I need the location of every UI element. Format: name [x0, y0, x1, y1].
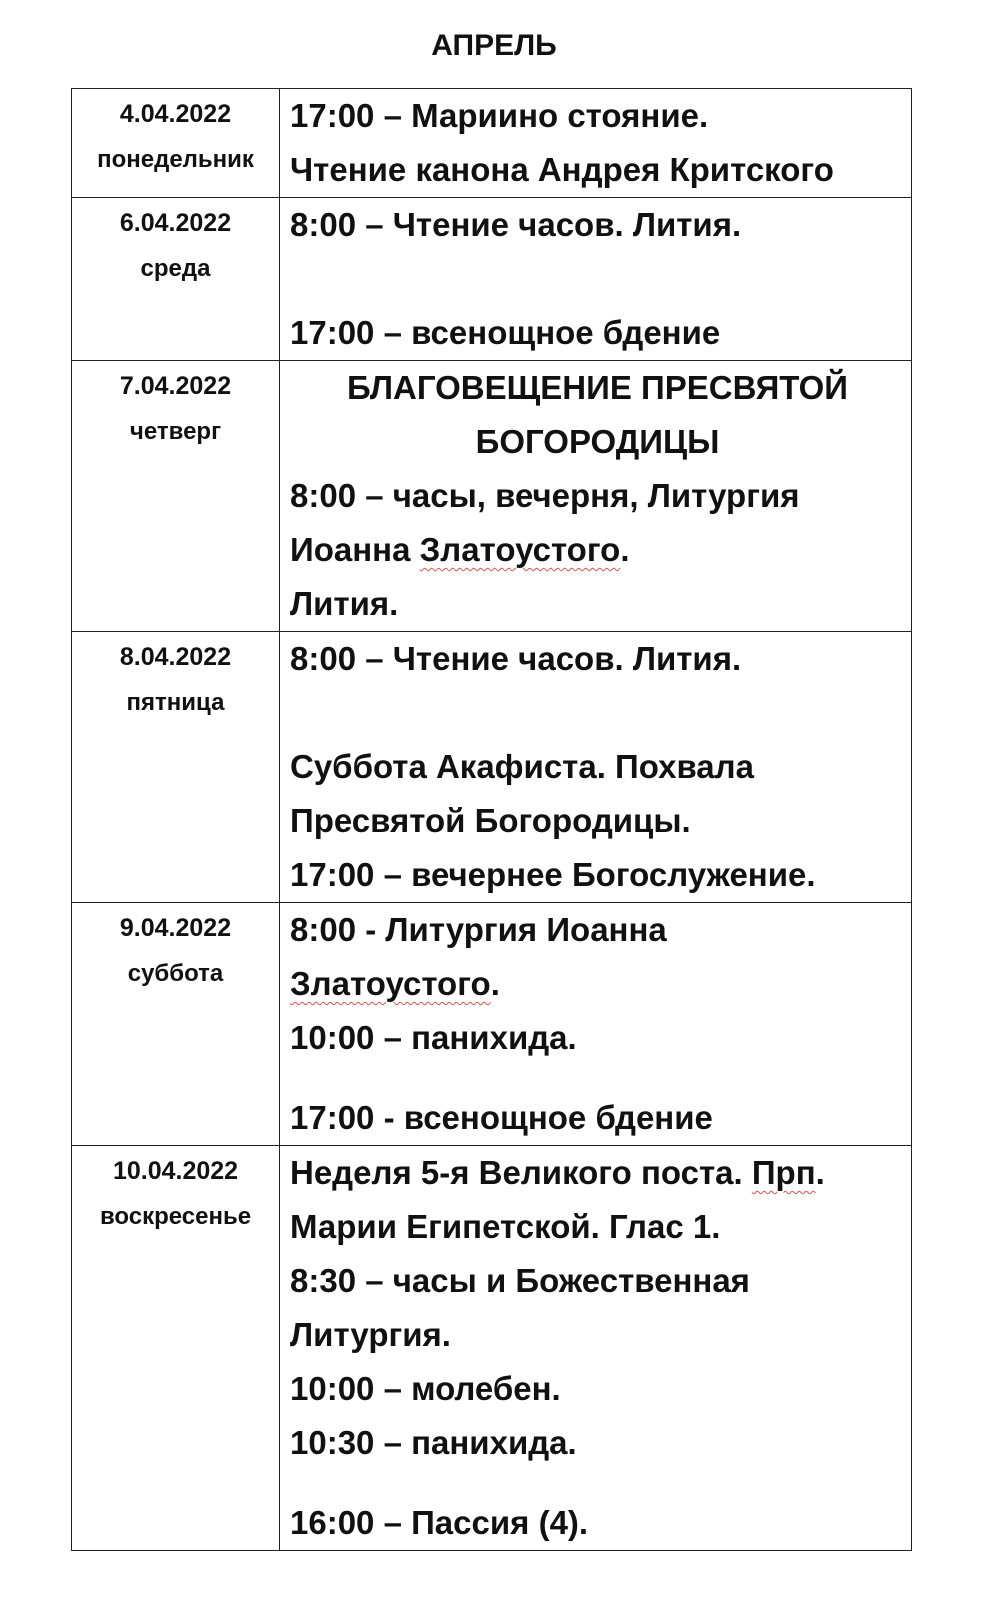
event-text: .	[620, 531, 630, 568]
event-line: 17:00 - всенощное бдение	[290, 1099, 713, 1136]
event-line: 8:00 – Чтение часов. Лития.	[290, 206, 742, 243]
weekday: среда	[140, 255, 211, 282]
date-cell	[72, 903, 280, 1146]
date-cell	[72, 89, 280, 198]
event-line	[290, 1146, 905, 1200]
weekday: четверг	[129, 418, 222, 445]
table-row	[72, 198, 912, 361]
event-line: 17:00 – всенощное бдение	[290, 314, 721, 351]
date-cell	[72, 632, 280, 903]
table-row	[72, 361, 912, 632]
event-line: Чтение канона Андрея Критского	[290, 151, 834, 188]
date: 6.04.2022	[119, 209, 232, 237]
event-text: .	[490, 965, 500, 1002]
event-line: Марии Египетской. Глас 1.	[290, 1208, 721, 1245]
blank-line	[290, 686, 905, 740]
weekday: суббота	[127, 960, 224, 987]
table-row	[72, 89, 912, 198]
event-line: 10:00 – молебен.	[290, 1370, 561, 1407]
blank-line	[290, 1470, 905, 1496]
spellcheck-word: Златоустого	[419, 531, 621, 568]
event-line: 8:00 - Литургия Иоанна	[290, 911, 667, 948]
events-cell	[280, 632, 912, 903]
weekday: воскресенье	[99, 1203, 252, 1230]
event-line: Суббота Акафиста. Похвала	[290, 748, 754, 785]
date: 4.04.2022	[119, 100, 232, 128]
event-line	[290, 957, 905, 1011]
date: 10.04.2022	[112, 1157, 239, 1185]
blank-line	[290, 1065, 905, 1091]
spellcheck-word: Прп	[751, 1154, 816, 1191]
date: 8.04.2022	[119, 643, 232, 671]
event-line: Лития.	[290, 585, 399, 622]
event-line: 17:00 – вечернее Богослужение.	[290, 856, 816, 893]
weekday: пятница	[126, 689, 225, 716]
feast-heading: БЛАГОВЕЩЕНИЕ ПРЕСВЯТОЙ	[346, 369, 849, 406]
event-line: 8:00 – Чтение часов. Лития.	[290, 640, 742, 677]
spellcheck-word: Златоустого	[290, 965, 491, 1002]
event-text: .	[815, 1154, 825, 1191]
event-line: 8:30 – часы и Божественная	[290, 1262, 750, 1299]
event-line	[290, 523, 905, 577]
table-row	[72, 632, 912, 903]
event-line: 10:30 – панихида.	[290, 1424, 577, 1461]
feast-heading: БОГОРОДИЦЫ	[475, 423, 720, 460]
events-cell	[280, 89, 912, 198]
schedule-table	[71, 88, 912, 1551]
date-cell	[72, 198, 280, 361]
event-line: Литургия.	[290, 1316, 451, 1353]
table-row	[72, 1146, 912, 1551]
events-cell	[280, 198, 912, 361]
date-cell	[72, 1146, 280, 1551]
event-line: 8:00 – часы, вечерня, Литургия	[290, 477, 800, 514]
events-cell	[280, 1146, 912, 1551]
table-row	[72, 903, 912, 1146]
event-line: 10:00 – панихида.	[290, 1019, 577, 1056]
date-cell	[72, 361, 280, 632]
date: 7.04.2022	[119, 372, 232, 400]
weekday: понедельник	[97, 146, 254, 173]
event-text: Иоанна	[290, 531, 420, 568]
event-line: 17:00 – Мариино стояние.	[290, 97, 709, 134]
page-title: АПРЕЛЬ	[431, 29, 557, 62]
events-cell	[280, 361, 912, 632]
event-line: Пресвятой Богородицы.	[290, 802, 691, 839]
date: 9.04.2022	[119, 914, 232, 942]
event-line: 16:00 – Пассия (4).	[290, 1504, 589, 1541]
event-text: Неделя 5-я Великого поста.	[290, 1154, 752, 1191]
blank-line	[290, 252, 905, 306]
events-cell	[280, 903, 912, 1146]
